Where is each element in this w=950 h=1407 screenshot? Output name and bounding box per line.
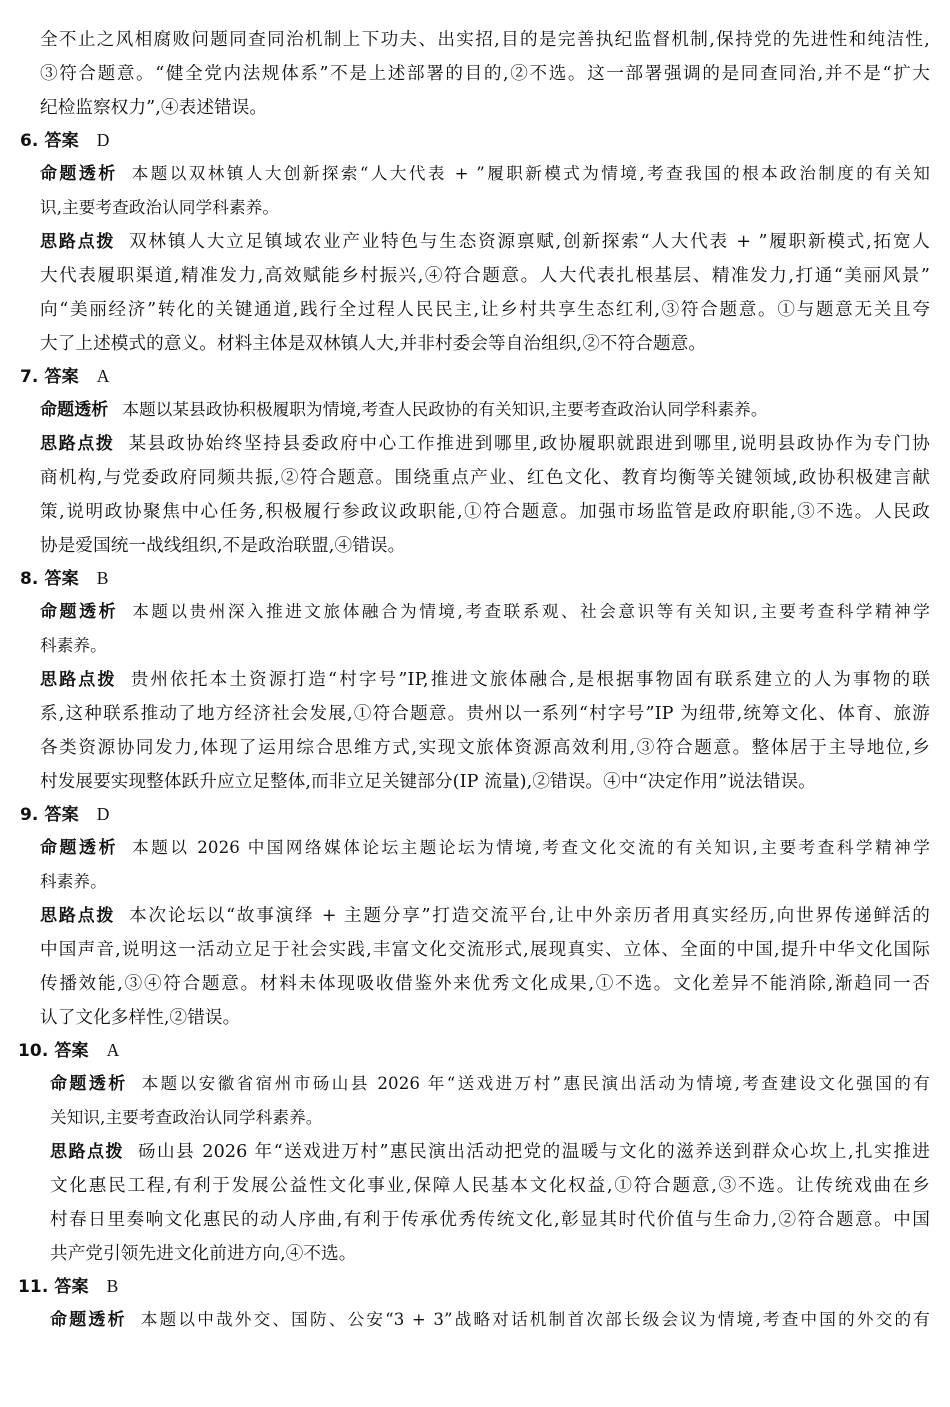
text-line: 向“美丽经济”转化的关键通道,践行全过程人民民主,让乡村共享生态红利,③符合题意。①与题意无关且夸 — [40, 300, 930, 320]
text-line: 认了文化多样性,②错误。 — [40, 1008, 241, 1028]
analysis-line: 命题透析 本题以双林镇人大创新探索“人大代表 + ”履职新模式为情境,考查我国的根本政治制度的有关知 — [40, 164, 930, 184]
answer-heading: 10. 答案 A — [18, 1040, 120, 1061]
hint-line: 思路点拨 砀山县 2026 年“送戏进万村”惠民演出活动把党的温暖与文化的滋养送到群众心坎上,扎实推进 — [50, 1142, 930, 1162]
hint-line: 思路点拨 某县政协始终坚持县委政府中心工作推进到哪里,政协履职就跟进到哪里,说明县政协作为专门协 — [40, 434, 930, 454]
text-line: 传播效能,③④符合题意。材料未体现吸收借鉴外来优秀文化成果,①不选。文化差异不能消除,渐趋同一否 — [40, 974, 930, 994]
text-line: 识,主要考查政治认同学科素养。 — [40, 198, 280, 217]
text-line: 科素养。 — [40, 872, 107, 891]
analysis-line: 命题透析 本题以 2026 中国网络媒体论坛主题论坛为情境,考查文化交流的有关知识,主要考查科学精神学 — [40, 838, 930, 858]
text-line: 中国声音,说明这一活动立足于社会实践,丰富文化交流形式,展现真实、立体、全面的中国,提升中华文化国际 — [40, 940, 930, 960]
answer-heading: 11. 答案 B — [18, 1276, 119, 1297]
analysis-line: 命题透析 本题以安徽省宿州市砀山县 2026 年“送戏进万村”惠民演出活动为情境,考查建设文化强国的有 — [50, 1074, 930, 1094]
text-line: 关知识,主要考查政治认同学科素养。 — [50, 1108, 323, 1127]
text-line: 各类资源协同发力,体现了运用综合思维方式,实现文旅体资源高效利用,③符合题意。整体居于主导地位,乡 — [40, 738, 930, 758]
answer-heading: 6. 答案 D — [20, 130, 110, 151]
hint-line: 思路点拨 本次论坛以“故事演绎 + 主题分享”打造交流平台,让中外亲历者用真实经历,向世界传递鲜活的 — [40, 906, 930, 926]
answer-heading: 9. 答案 D — [20, 804, 110, 825]
text-line: 策,说明政协聚焦中心任务,积极履行参政议政职能,①符合题意。加强市场监管是政府职能,③不选。人民政 — [40, 502, 930, 522]
text-line: 村发展要实现整体跃升应立足整体,而非立足关键部分(IP 流量),②错误。④中“决定作用”说法错误。 — [40, 772, 816, 792]
text-line: 大代表履职渠道,精准发力,高效赋能乡村振兴,④符合题意。人大代表扎根基层、精准发力,打通“美丽风景” — [40, 266, 930, 286]
text-line: 系,这种联系推动了地方经济社会发展,①符合题意。贵州以一系列“村字号”IP 为纽带,统筹文化、体育、旅游 — [40, 704, 930, 724]
text-line: 纪检监察权力”,④表述错误。 — [40, 98, 268, 118]
text-line: 大了上述模式的意义。材料主体是双林镇人大,并非村委会等自治组织,②不符合题意。 — [40, 334, 707, 354]
analysis-line: 命题透析 本题以中哉外交、国防、公安“3 + 3”战略对话机制首次部长级会议为情境,考查中国的外交的有 — [50, 1310, 930, 1330]
text-line: 文化惠民工程,有利于发展公益性文化事业,保障人民基本文化权益,①符合题意,③不选。让传统戏曲在乡 — [50, 1176, 930, 1196]
text-line: 协是爱国统一战线组织,不是政治联盟,④错误。 — [40, 536, 406, 556]
analysis-line: 命题透析 本题以某县政协积极履职为情境,考查人民政协的有关知识,主要考查政治认同学科素养。 — [40, 400, 768, 420]
text-line: ③符合题意。“健全党内法规体系”不是上述部署的目的,②不选。这一部署强调的是同查同治,并不是“扩大 — [40, 64, 930, 84]
text-line: 全不止之风相腐败问题同查同治机制上下功夫、出实招,目的是完善执纪监督机制,保持党的先进性和纯洁性, — [40, 30, 930, 50]
text-line: 商机构,与党委政府同频共振,②符合题意。围绕重点产业、红色文化、教育均衡等关键领域,政协积极建言献 — [40, 468, 930, 488]
text-line: 科素养。 — [40, 636, 107, 655]
analysis-line: 命题透析 本题以贵州深入推进文旅体融合为情境,考查联系观、社会意识等有关知识,主要考查科学精神学 — [40, 602, 930, 622]
answer-heading: 7. 答案 A — [20, 366, 110, 387]
hint-line: 思路点拨 贵州依托本土资源打造“村字号”IP,推进文旅体融合,是根据事物固有联系建立的人为事物的联 — [40, 670, 930, 690]
answer-heading: 8. 答案 B — [20, 568, 109, 589]
hint-line: 思路点拨 双林镇人大立足镇域农业产业特色与生态资源禀赋,创新探索“人大代表 + ”履职新模式,拓宽人 — [40, 232, 930, 252]
text-line: 村春日里奏响文化惠民的动人序曲,有利于传承优秀传统文化,彰显其时代价值与生命力,②符合题意。中国 — [50, 1210, 930, 1230]
text-line: 共产党引领先进文化前进方向,④不选。 — [50, 1244, 357, 1264]
